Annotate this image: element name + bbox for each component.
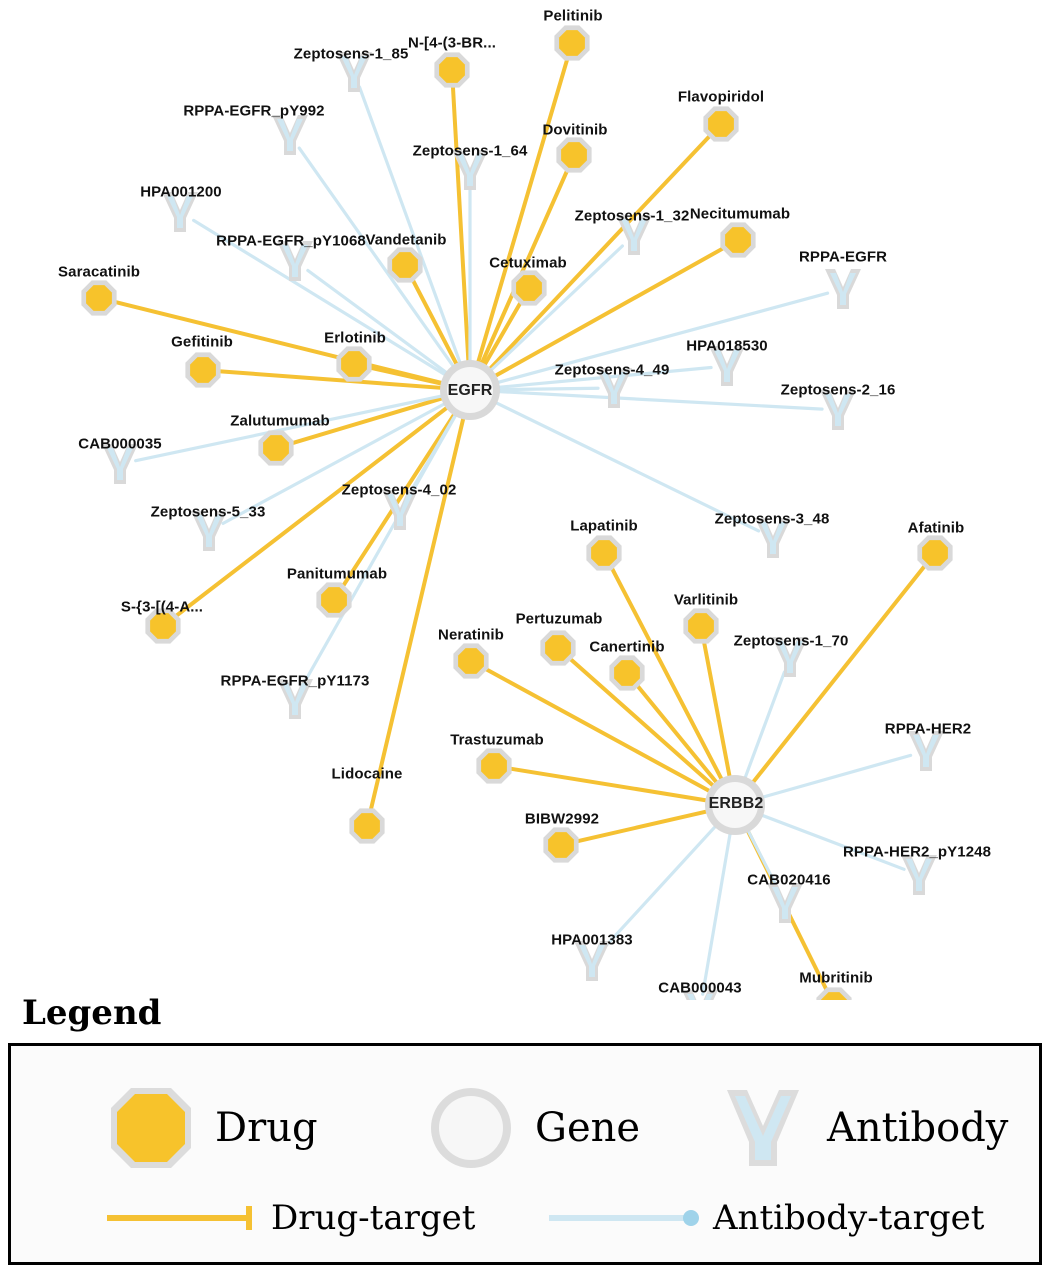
legend-item-antibody — [715, 1080, 1008, 1176]
graph-edge — [759, 814, 904, 869]
antibody-node-label: RPPA-HER2_pY1248 — [842, 843, 992, 861]
antibody-node-label: Zeptosens-1_64 — [412, 142, 528, 160]
drug-node-label: BIBW2992 — [524, 810, 600, 828]
antibody-node-label: Zeptosens-4_49 — [554, 361, 670, 379]
graph-edge — [744, 672, 784, 781]
legend-item-antibody-target — [545, 1198, 984, 1238]
graph-edge — [751, 566, 925, 785]
antibody-node-label: Zeptosens-2_16 — [780, 381, 896, 399]
drug-node[interactable] — [321, 587, 347, 613]
graph-edge — [343, 412, 456, 587]
drug-node-label: Vandetanib — [365, 231, 447, 249]
drug-node-label: Zalutumumab — [230, 412, 330, 430]
drug-node-icon — [103, 1080, 199, 1176]
legend-label-gene: Gene — [535, 1105, 641, 1151]
drug-node-label: Lidocaine — [331, 765, 403, 783]
drug-node-label: Neratinib — [438, 626, 504, 644]
drug-node-label: Trastuzumab — [450, 731, 544, 749]
antibody-node-label: Zeptosens-1_85 — [293, 45, 409, 63]
gene-node-icon — [423, 1080, 519, 1176]
drug-node-label: Pertuzumab — [515, 610, 603, 628]
legend-title: Legend — [22, 993, 162, 1033]
antibody-node-label: RPPA-HER2 — [884, 720, 972, 738]
graph-edge — [496, 388, 598, 389]
antibody-node-label: CAB000043 — [658, 979, 742, 997]
antibody-node-label: HPA018530 — [686, 337, 768, 355]
drug-node-label: N-[4-(3-BR... — [408, 34, 496, 52]
drug-node[interactable] — [708, 111, 734, 137]
antibody-target-edge-icon — [545, 1201, 703, 1235]
drug-node-label: Necitumumab — [689, 205, 791, 223]
graph-edge — [477, 58, 567, 365]
drug-node-label: Flavopiridol — [677, 88, 765, 106]
antibody-node-label: RPPA-EGFR_pY1068 — [216, 232, 366, 250]
drug-node[interactable] — [561, 142, 587, 168]
drug-node[interactable] — [190, 357, 216, 383]
antibody-node-label: RPPA-EGFR_pY992 — [183, 102, 325, 120]
drug-node[interactable] — [545, 635, 571, 661]
antibody-node-label: Zeptosens-3_48 — [714, 510, 830, 528]
gene-node-label: EGFR — [447, 382, 493, 399]
drug-node[interactable] — [614, 660, 640, 686]
drug-node[interactable] — [725, 227, 751, 253]
antibody-node-label: CAB020416 — [747, 871, 831, 889]
antibody-node-label: Zeptosens-4_02 — [341, 481, 457, 499]
drug-target-edge-icon — [103, 1201, 261, 1235]
legend-item-gene — [423, 1080, 640, 1176]
drug-node[interactable] — [922, 540, 948, 566]
gene-node-label: ERBB2 — [708, 795, 764, 812]
drug-node[interactable] — [86, 285, 112, 311]
antibody-node-label: Zeptosens-1_32 — [574, 207, 690, 225]
graph-edge — [704, 642, 730, 780]
antibody-node-label: Zeptosens-5_33 — [150, 503, 266, 521]
drug-node-label: Dovitinib — [542, 121, 608, 139]
drug-node-label: Afatinib — [907, 519, 965, 537]
legend-box — [8, 1043, 1042, 1265]
drug-node[interactable] — [458, 648, 484, 674]
graph-edge — [637, 685, 718, 784]
drug-node[interactable] — [354, 813, 380, 839]
drug-node[interactable] — [439, 57, 465, 83]
drug-node[interactable] — [516, 275, 542, 301]
legend-item-drug-target — [103, 1198, 475, 1238]
legend-edge-row — [11, 1198, 1039, 1258]
graph-edge — [308, 270, 449, 374]
graph-edge — [453, 86, 469, 364]
drug-node[interactable] — [392, 252, 418, 278]
antibody-node-icon — [715, 1080, 811, 1176]
drug-node[interactable] — [150, 613, 176, 639]
drug-node-label: Varlitinib — [673, 591, 739, 609]
drug-node-label: S-{3-[(4-A... — [120, 598, 204, 616]
drug-node-label: Lapatinib — [570, 517, 638, 535]
drug-node-label: Pelitinib — [543, 7, 603, 25]
antibody-node-label: CAB000035 — [78, 435, 162, 453]
antibody-node-label: Zeptosens-1_70 — [733, 632, 849, 650]
antibody-node-label: HPA001383 — [551, 931, 633, 949]
drug-node[interactable] — [341, 351, 367, 377]
legend-label-antibody: Antibody — [827, 1105, 1009, 1151]
legend-item-drug — [103, 1080, 318, 1176]
drug-node-label: Erlotinib — [324, 329, 386, 347]
drug-node-label: Canertinib — [589, 638, 665, 656]
graph-edge — [496, 391, 822, 409]
antibody-node-label: RPPA-EGFR_pY1173 — [220, 672, 370, 690]
drug-node[interactable] — [559, 30, 585, 56]
drug-node[interactable] — [591, 540, 617, 566]
drug-node-label: Saracatinib — [58, 263, 140, 281]
legend-label-drug: Drug — [215, 1105, 318, 1151]
legend-label-drug-target: Drug-target — [271, 1198, 476, 1238]
drug-node[interactable] — [548, 832, 574, 858]
drug-node[interactable] — [481, 753, 507, 779]
legend-label-antibody-target: Antibody-target — [713, 1198, 985, 1238]
graph-edge — [760, 755, 911, 798]
drug-node[interactable] — [688, 613, 714, 639]
drug-node-label: Panitumumab — [286, 565, 388, 583]
drug-node[interactable] — [263, 435, 289, 461]
antibody-node-label: HPA001200 — [140, 183, 222, 201]
graph-edge — [703, 831, 731, 995]
graph-edge — [603, 824, 718, 949]
drug-node-label: Cetuximab — [489, 254, 567, 272]
drug-node-label: Gefitinib — [171, 333, 233, 351]
legend-node-row — [11, 1076, 1039, 1186]
graph-edge — [488, 136, 710, 371]
drug-node-label: Mubritinib — [799, 969, 873, 987]
graph-edge — [359, 87, 461, 366]
antibody-node-label: RPPA-EGFR — [798, 248, 888, 266]
